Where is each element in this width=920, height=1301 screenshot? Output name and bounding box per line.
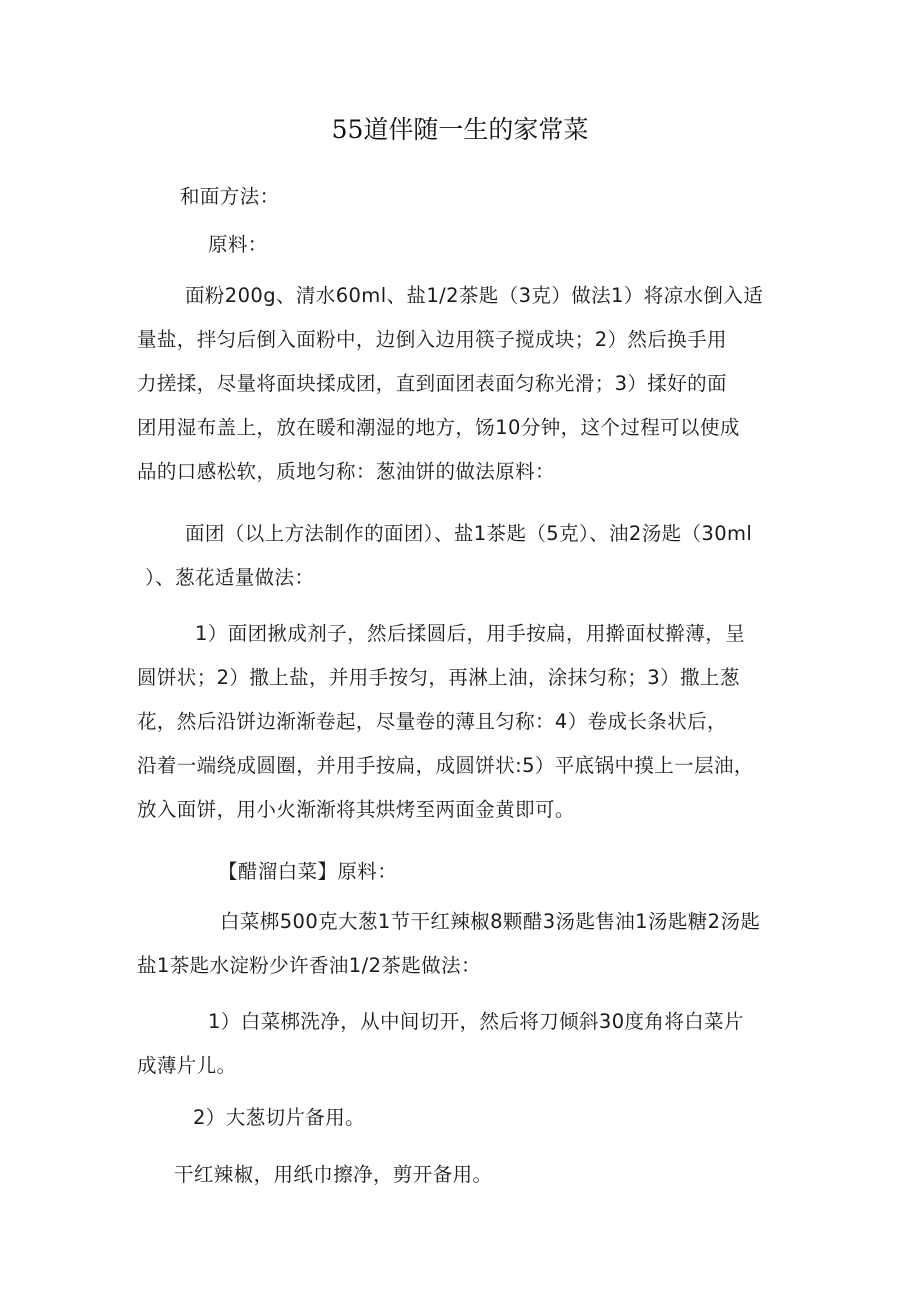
scallion-step-line: 沿着一端绕成圆圈，并用手按扁，成圆饼状:5）平底锅中摸上一层油， [137, 754, 754, 777]
dough-paragraph-line: 团用湿布盖上，放在暖和潮湿的地方，饧10分钟，这个过程可以使成 [137, 416, 740, 439]
dough-paragraph-line: 面粉200g、清水60ml、盐1/2茶匙（3克）做法1）将凉水倒入适 [185, 284, 764, 307]
scallion-step-line: 圆饼状；2）撒上盐，并用手按匀，再淋上油，涂抹匀称；3）撒上葱 [137, 666, 740, 689]
scallion-ingredients-line: 面团（以上方法制作的面团）、盐1茶匙（5克）、油2汤匙（30ml [185, 522, 753, 545]
scallion-step-line: 1）面团揪成剂子，然后揉圆后，用手按扁，用擀面杖擀薄，呈 [195, 622, 746, 645]
cabbage-step3: 干红辣椒，用纸巾擦净，剪开备用。 [174, 1163, 493, 1186]
cabbage-heading: 【醋溜白菜】原料： [218, 860, 398, 883]
dough-ingredients-label: 原料： [208, 233, 268, 256]
dough-paragraph-line: 力搓揉，尽量将面块揉成团，直到面团表面匀称光滑；3）揉好的面 [137, 372, 727, 395]
cabbage-step1-line: 成薄片儿。 [137, 1054, 237, 1077]
cabbage-step1-line: 1）白菜梆洗净，从中间切开，然后将刀倾斜30度角将白菜片 [208, 1010, 744, 1033]
cabbage-ingredients-line: 盐1茶匙水淀粉少许香油1/2茶匙做法： [137, 954, 481, 977]
scallion-step-line: 放入面饼，用小火渐渐将其烘烤至两面金黄即可。 [137, 798, 575, 821]
dough-paragraph-line: 品的口感松软，质地匀称：葱油饼的做法原料： [137, 460, 555, 483]
dough-method-heading: 和面方法： [180, 185, 280, 208]
dough-paragraph-line: 量盐，拌匀后倒入面粉中，边倒入边用筷子搅成块；2）然后换手用 [137, 328, 727, 351]
scallion-step-line: 花，然后沿饼边渐渐卷起，尽量卷的薄且匀称：4）卷成长条状后， [137, 710, 727, 733]
cabbage-ingredients-line: 白菜梆500克大葱1节干红辣椒8颗醋3汤匙售油1汤匙糖2汤匙 [220, 910, 761, 933]
page-title: 55道伴随一生的家常菜 [331, 115, 589, 144]
scallion-ingredients-line: ）、葱花适量做法： [145, 566, 315, 589]
cabbage-step2: 2）大葱切片备用。 [193, 1106, 366, 1129]
